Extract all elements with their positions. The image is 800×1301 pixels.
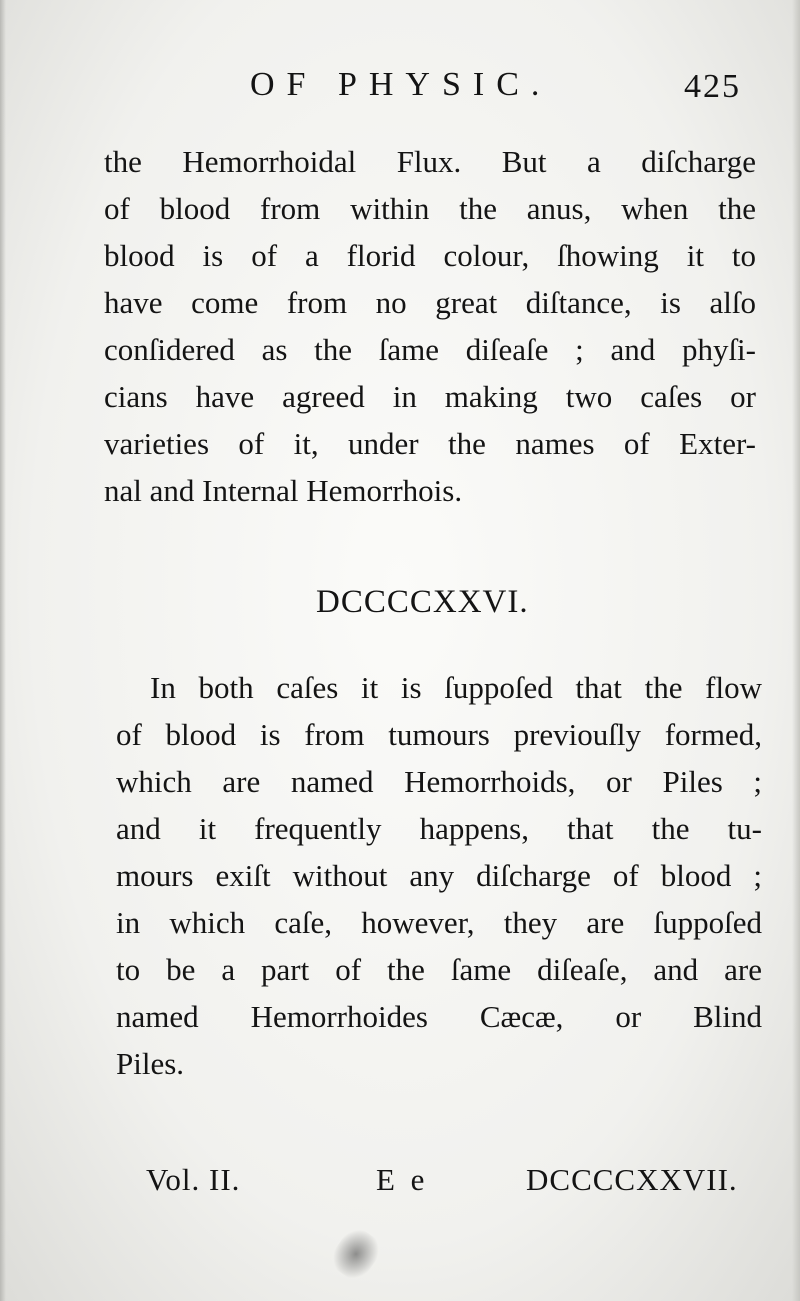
page-number: 425 [684, 68, 741, 105]
section-heading: DCCCCXXVI. [316, 584, 529, 620]
text-line: the Hemorrhoidal Flux. But a diſcharge [104, 144, 756, 179]
text-line: to be a part of the ſame diſeaſe, and are [116, 952, 762, 987]
text-line: have come from no great diſtance, is alſo [104, 285, 756, 320]
text-line: nal and Internal Hemorrhois. [104, 473, 463, 508]
text-line: in which caſe, however, they are ſuppoſed [116, 905, 762, 940]
text-line: Piles. [116, 1046, 185, 1081]
paragraph-1 [104, 138, 756, 514]
page-right-edge-shadow [792, 0, 800, 1301]
page-left-edge-shadow [0, 0, 6, 1301]
text-line: of blood is from tumours previouſly formed, [116, 717, 762, 752]
ink-smudge [326, 1223, 386, 1285]
text-line: varieties of it, under the names of Exter- [104, 426, 756, 461]
text-line: mours exiſt without any diſcharge of blood ; [116, 858, 762, 893]
footer-volume: Vol. II. [146, 1162, 241, 1197]
text-line: of blood from within the anus, when the [104, 191, 756, 226]
text-line: cians have agreed in making two caſes or [104, 379, 756, 414]
text-line: blood is of a florid colour, ſhowing it to [104, 238, 756, 273]
text-line: which are named Hemorrhoids, or Piles ; [116, 764, 762, 799]
footer-catchword: DCCCCXXVII. [526, 1162, 738, 1197]
text-line: conſidered as the ſame diſeaſe ; and phyſi- [104, 332, 756, 367]
running-title: OF PHYSIC. [250, 66, 552, 103]
text-line: and it frequently happens, that the tu- [116, 811, 762, 846]
text-line: named Hemorrhoides Cæcæ, or Blind [116, 999, 762, 1034]
footer-signature-mark: E e [376, 1162, 429, 1197]
paragraph-2 [116, 664, 762, 1087]
text-line: In both caſes it is ſuppoſed that the flow [150, 670, 762, 705]
